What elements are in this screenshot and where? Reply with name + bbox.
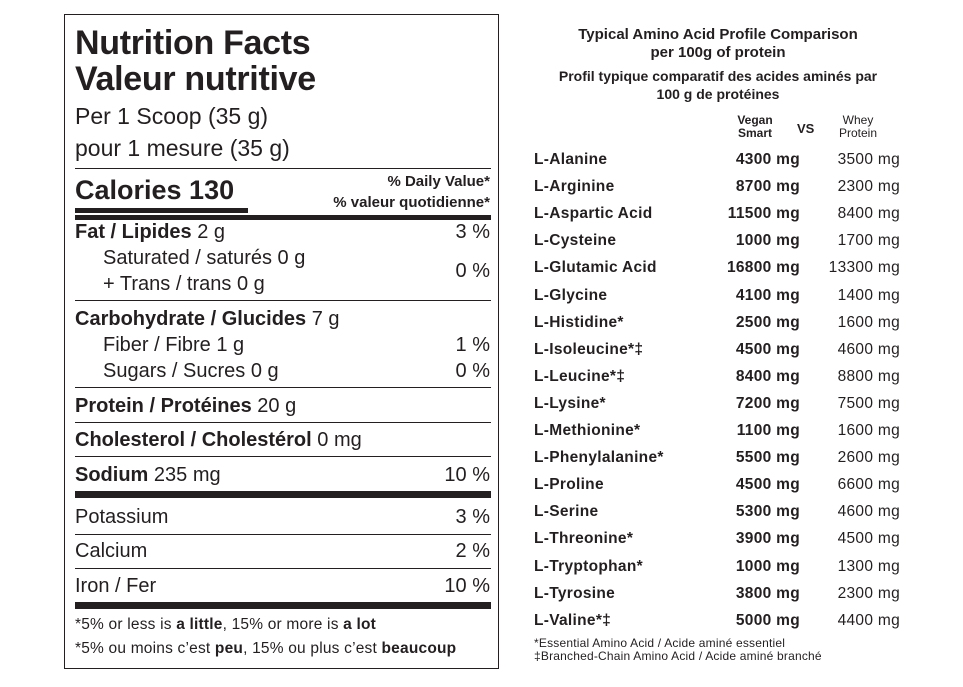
whey-protein-amount: 2300 mg xyxy=(837,584,900,602)
trans-row: + Trans / trans 0 g xyxy=(103,273,265,295)
vegan-smart-amount: 1100 mg xyxy=(736,422,800,439)
whey-protein-amount: 4600 mg xyxy=(837,503,900,521)
fat-label: Fat / Lipides xyxy=(75,221,192,243)
amino-acid-row xyxy=(534,611,904,638)
amino-acid-name: L-Leucine*‡ xyxy=(534,367,626,385)
amino-acid-row xyxy=(534,421,904,448)
cholesterol-row xyxy=(75,428,490,452)
whey-protein-amount: 1700 mg xyxy=(837,232,900,250)
whey-protein-amount: 7500 mg xyxy=(837,394,900,412)
vegan-smart-amount: 4500 mg xyxy=(735,476,800,494)
cholesterol-label: Cholesterol / Cholestérol xyxy=(75,429,312,451)
whey-protein-amount: 2300 mg xyxy=(837,178,900,196)
calories-underline xyxy=(75,208,248,213)
column-header-vegan-line1: Vegan xyxy=(737,113,773,127)
divider xyxy=(75,168,491,169)
divider-heavy xyxy=(75,602,491,609)
footnote-fr xyxy=(75,639,456,659)
sodium-percent: 10 % xyxy=(444,464,490,486)
divider xyxy=(75,568,491,569)
amino-acid-row xyxy=(534,502,904,529)
iron-percent: 10 % xyxy=(444,575,490,597)
saturated-row: Saturated / saturés 0 g xyxy=(103,247,306,269)
amino-acid-row xyxy=(534,557,904,584)
carbohydrate-amount: 7 g xyxy=(306,308,340,330)
footnote-fr-text: *5% ou moins c’est xyxy=(75,640,215,657)
divider xyxy=(75,300,491,301)
footnote-en-emphasis: a little xyxy=(176,616,223,633)
potassium-label: Potassium xyxy=(75,506,169,528)
footnote-fr-text: , 15% ou plus c’est xyxy=(243,640,382,657)
amino-title-en-line2: per 100g of protein xyxy=(650,44,786,61)
column-header-whey-line1: Whey xyxy=(842,113,874,127)
whey-protein-amount: 3500 mg xyxy=(837,151,900,168)
vegan-smart-amount: 16800 mg xyxy=(726,259,800,277)
amino-acid-row xyxy=(534,231,904,258)
whey-protein-amount: 1300 mg xyxy=(837,557,900,575)
daily-value-header-en: % Daily Value* xyxy=(387,173,490,190)
amino-acid-row xyxy=(534,584,904,611)
cholesterol-amount: 0 mg xyxy=(311,429,362,451)
amino-acid-name: L-Cysteine xyxy=(534,232,617,250)
divider xyxy=(75,422,491,423)
vegan-smart-amount: 5300 mg xyxy=(735,503,800,521)
vegan-smart-amount: 1000 mg xyxy=(735,232,800,250)
footnote-en-text: , 15% or more is xyxy=(222,616,344,633)
vegan-smart-amount: 4300 mg xyxy=(735,151,800,168)
amino-acid-name: L-Lysine* xyxy=(534,394,606,412)
sugars-row xyxy=(103,359,490,383)
vegan-smart-amount: 8400 mg xyxy=(735,367,800,385)
footnote-en-emphasis: a lot xyxy=(343,616,377,633)
amino-acid-row xyxy=(534,448,904,475)
serving-size-fr: pour 1 mesure (35 g) xyxy=(75,135,290,161)
amino-acid-name: L-Histidine* xyxy=(534,313,624,331)
amino-acid-name: L-Glutamic Acid xyxy=(534,259,657,277)
fiber-label: Fiber / Fibre 1 g xyxy=(103,334,245,356)
iron-label: Iron / Fer xyxy=(75,575,157,597)
vegan-smart-amount: 3900 mg xyxy=(735,530,800,548)
calcium-label: Calcium xyxy=(75,540,148,562)
sugars-label: Sugars / Sucres 0 g xyxy=(103,360,279,382)
whey-protein-amount: 4600 mg xyxy=(837,340,900,358)
protein-label: Protein / Protéines xyxy=(75,395,252,417)
fat-row xyxy=(75,220,490,244)
calcium-row xyxy=(75,539,490,563)
divider xyxy=(75,387,491,388)
carbohydrate-label: Carbohydrate / Glucides xyxy=(75,308,307,330)
amino-acid-row xyxy=(534,150,904,177)
amino-acid-row xyxy=(534,340,904,367)
amino-acid-name: L-Glycine xyxy=(534,286,608,304)
amino-acid-name: L-Isoleucine*‡ xyxy=(534,340,644,358)
divider xyxy=(75,456,491,457)
whey-protein-amount: 1600 mg xyxy=(837,422,900,439)
amino-acid-row xyxy=(534,475,904,502)
calcium-percent: 2 % xyxy=(455,540,490,562)
footnote-en-text: *5% or less is xyxy=(75,616,177,633)
column-header-vegan-smart xyxy=(724,114,786,140)
column-header-vegan-line2: Smart xyxy=(737,126,772,140)
fiber-percent: 1 % xyxy=(455,334,490,356)
nutrition-title-en: Nutrition Facts xyxy=(75,24,311,62)
potassium-row xyxy=(75,505,490,529)
amino-acid-name: L-Threonine* xyxy=(534,530,634,548)
amino-acid-name: L-Phenylalanine* xyxy=(534,449,664,467)
nutrition-title-fr: Valeur nutritive xyxy=(75,60,316,98)
amino-acid-name: L-Valine*‡ xyxy=(534,611,612,629)
whey-protein-amount: 1400 mg xyxy=(837,286,900,304)
sodium-label: Sodium xyxy=(75,464,149,486)
amino-acid-row xyxy=(534,258,904,285)
whey-protein-amount: 6600 mg xyxy=(837,476,900,494)
vegan-smart-amount: 5000 mg xyxy=(735,611,800,629)
vegan-smart-amount: 3800 mg xyxy=(735,584,800,602)
amino-acid-row xyxy=(534,529,904,556)
amino-acid-row xyxy=(534,367,904,394)
amino-acid-name: L-Methionine* xyxy=(534,422,641,439)
amino-acid-row xyxy=(534,204,904,231)
amino-acid-row xyxy=(534,313,904,340)
whey-protein-amount: 1600 mg xyxy=(837,313,900,331)
amino-acid-row xyxy=(534,177,904,204)
amino-title-fr-line1: Profil typique comparatif des acides aminés par xyxy=(558,68,878,84)
sugars-percent: 0 % xyxy=(455,360,490,382)
column-header-whey-protein xyxy=(826,114,890,140)
whey-protein-amount: 8800 mg xyxy=(837,367,900,385)
protein-row xyxy=(75,394,490,418)
protein-amount: 20 g xyxy=(251,395,297,417)
vegan-smart-amount: 2500 mg xyxy=(735,313,800,331)
vegan-smart-amount: 4500 mg xyxy=(735,340,800,358)
amino-acid-name: L-Aspartic Acid xyxy=(534,205,653,223)
sodium-amount: 235 mg xyxy=(148,464,221,486)
whey-protein-amount: 13300 mg xyxy=(828,259,900,277)
saturated-trans-percent: 0 % xyxy=(455,260,490,282)
amino-acid-name: L-Tryptophan* xyxy=(534,557,643,575)
vegan-smart-amount: 11500 mg xyxy=(727,205,800,223)
divider xyxy=(75,534,491,535)
amino-acid-row xyxy=(534,394,904,421)
sodium-row xyxy=(75,463,490,487)
whey-protein-amount: 4500 mg xyxy=(837,530,900,548)
versus-label: VS xyxy=(797,121,815,136)
footnote-fr-emphasis: beaucoup xyxy=(381,640,457,657)
vegan-smart-amount: 4100 mg xyxy=(735,286,800,304)
vegan-smart-amount: 5500 mg xyxy=(735,449,800,467)
amino-acid-name: L-Alanine xyxy=(534,151,608,168)
amino-acid-row xyxy=(534,286,904,313)
amino-acid-name: L-Serine xyxy=(534,503,599,521)
whey-protein-amount: 4400 mg xyxy=(837,611,900,629)
amino-acid-name: L-Tyrosine xyxy=(534,584,616,602)
potassium-percent: 3 % xyxy=(455,506,490,528)
vegan-smart-amount: 7200 mg xyxy=(735,394,800,412)
footnote-branched-chain: ‡Branched-Chain Amino Acid / Acide aminé branché xyxy=(534,649,822,663)
amino-title-fr-line2: 100 g de protéines xyxy=(656,86,780,102)
fat-percent: 3 % xyxy=(455,221,490,243)
fat-amount: 2 g xyxy=(191,221,226,243)
whey-protein-amount: 2600 mg xyxy=(837,449,900,467)
whey-protein-amount: 8400 mg xyxy=(837,205,900,223)
vegan-smart-amount: 8700 mg xyxy=(735,178,800,196)
vegan-smart-amount: 1000 mg xyxy=(735,557,800,575)
carbohydrate-row xyxy=(75,307,490,331)
column-header-whey-line2: Protein xyxy=(838,126,878,140)
calories: Calories 130 xyxy=(75,175,235,205)
footnote-essential: *Essential Amino Acid / Acide aminé essentiel xyxy=(534,636,786,650)
iron-row xyxy=(75,574,490,598)
footnote-en xyxy=(75,615,376,635)
nutrition-facts-panel xyxy=(64,14,499,669)
daily-value-header-fr: % valeur quotidienne* xyxy=(333,194,490,211)
divider-heavy xyxy=(75,491,491,498)
amino-title-en-line1: Typical Amino Acid Profile Comparison xyxy=(578,26,858,43)
serving-size-en: Per 1 Scoop (35 g) xyxy=(75,103,269,129)
amino-acid-name: L-Arginine xyxy=(534,178,615,196)
footnote-fr-emphasis: peu xyxy=(214,640,244,657)
fiber-row xyxy=(103,333,490,357)
amino-acid-name: L-Proline xyxy=(534,476,604,494)
